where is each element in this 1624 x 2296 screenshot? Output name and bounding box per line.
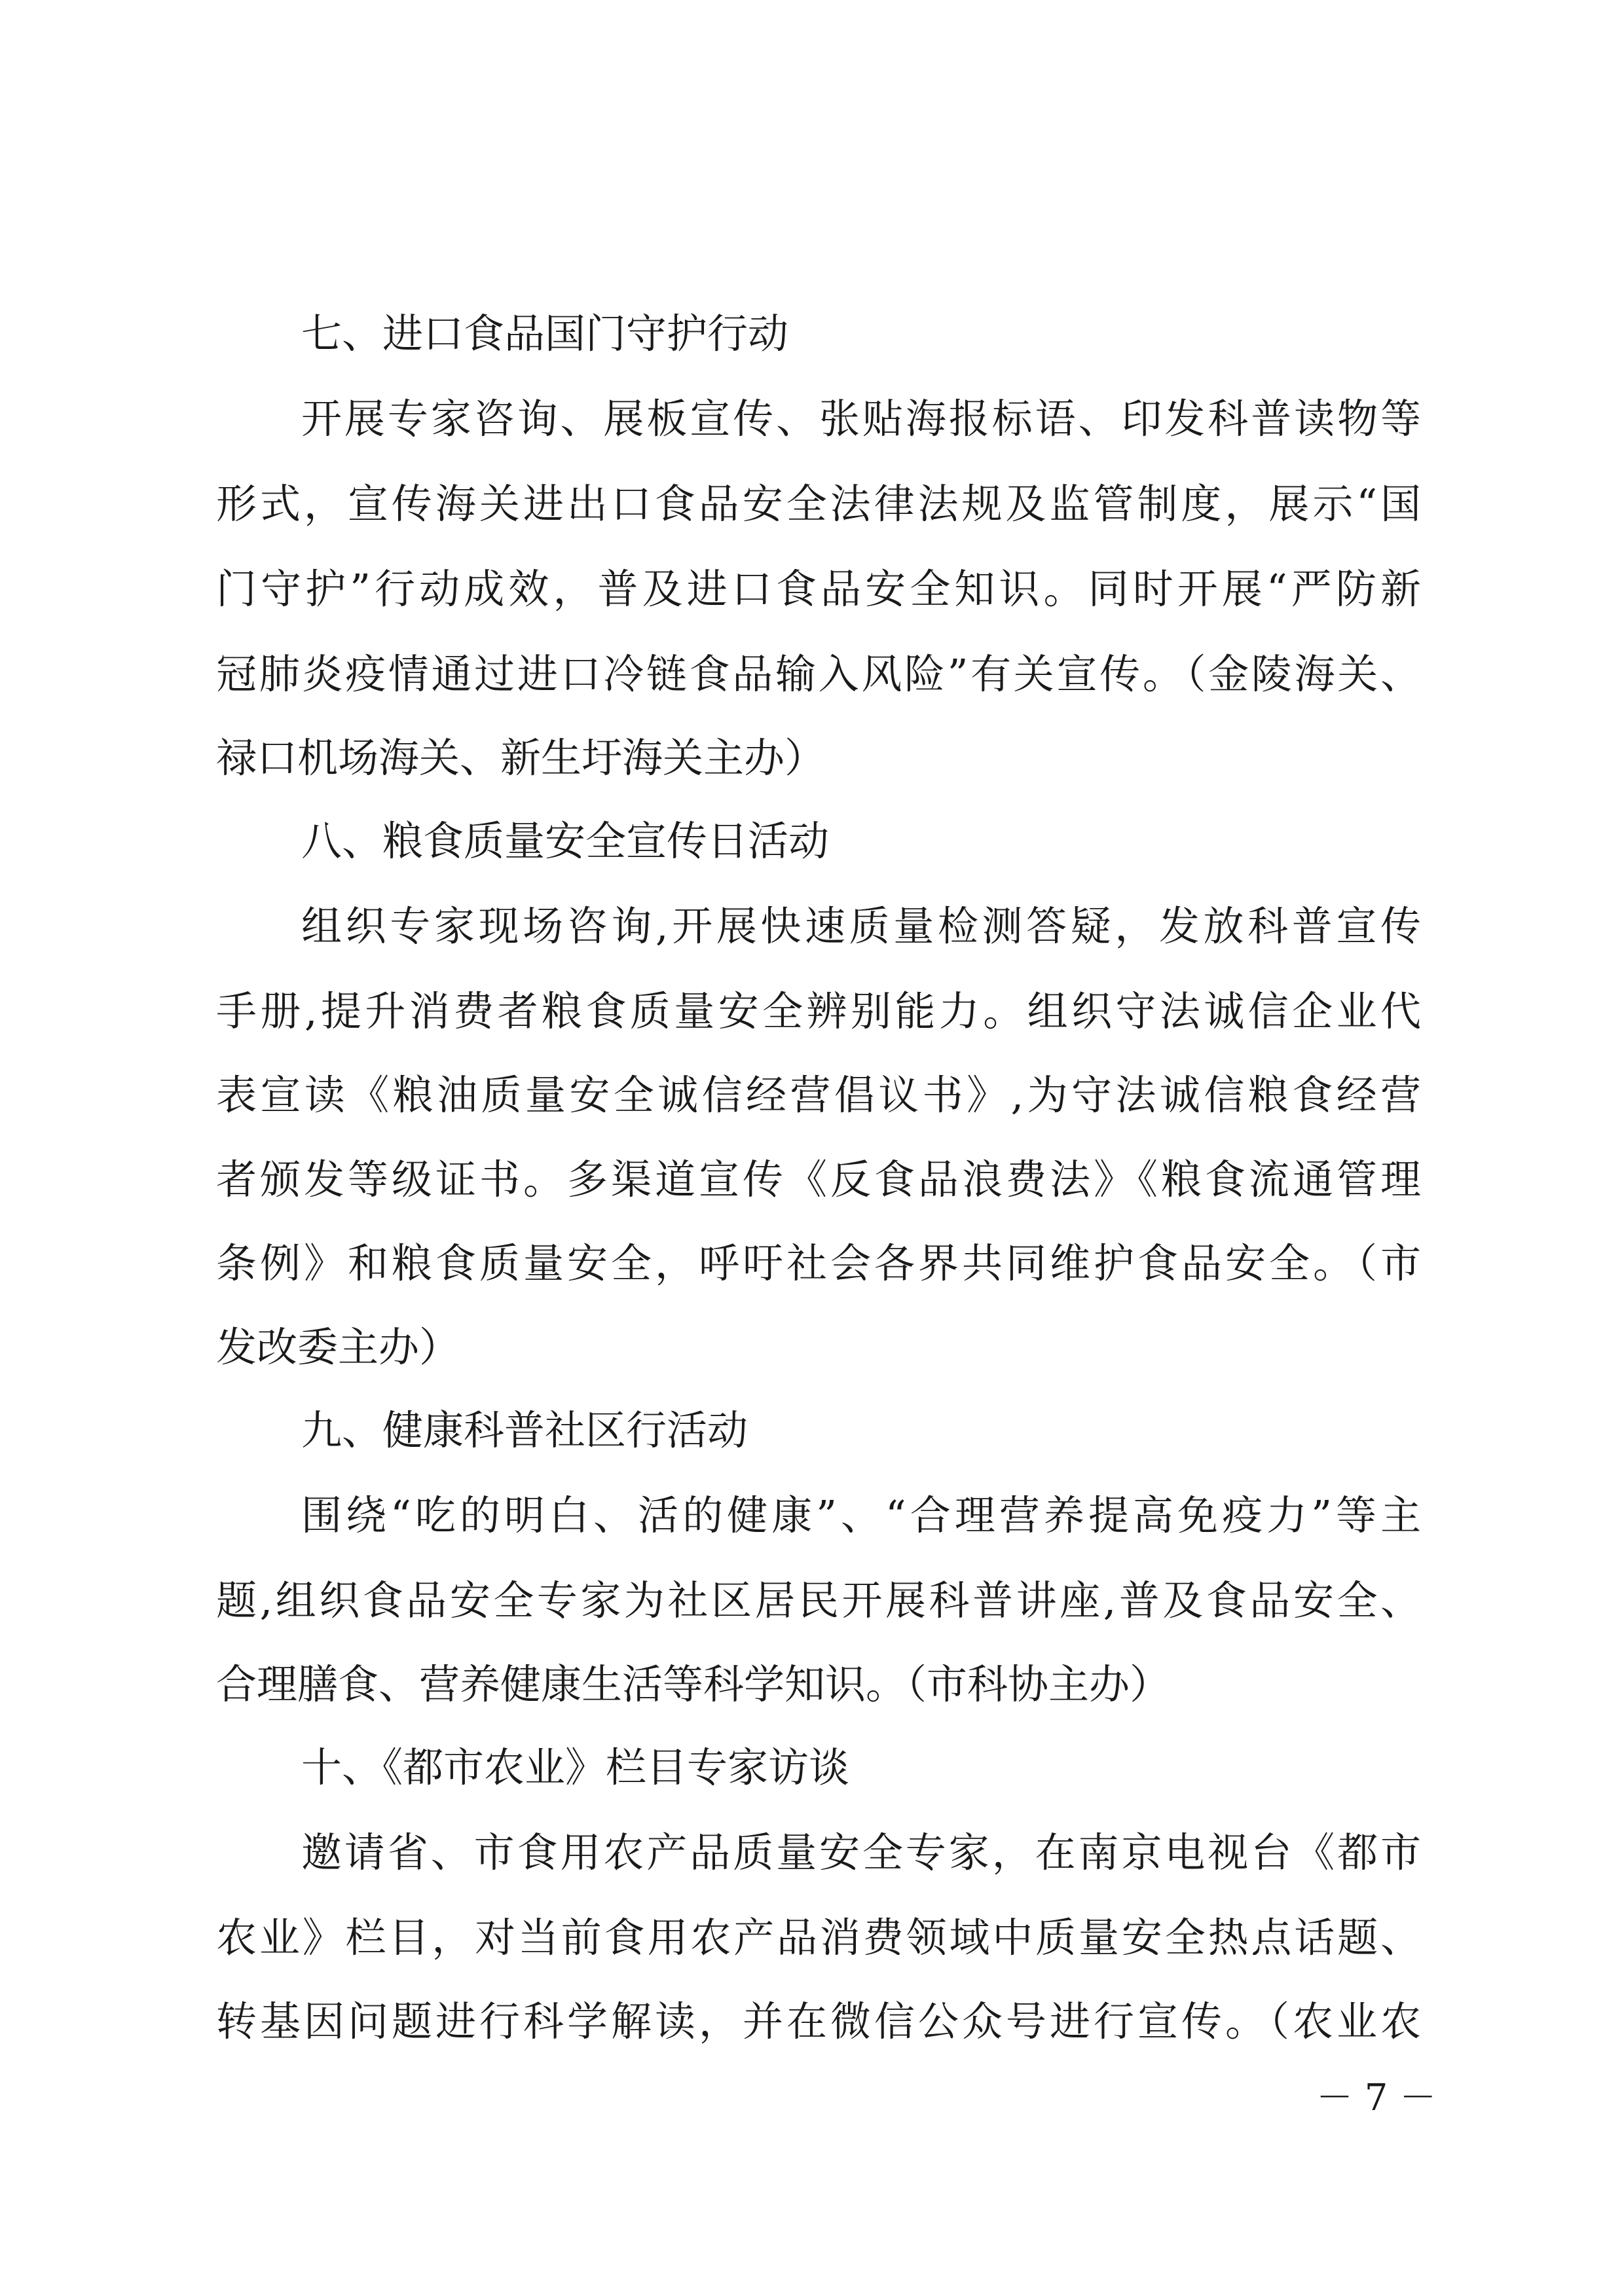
paragraph-line: 转基因问题进行科学解读，并在微信公众号进行宣传。（农业农 <box>216 1997 1421 2045</box>
section-heading: 九、健康科普社区行活动 <box>301 1406 748 1454</box>
page-number: － 7 － <box>1316 2077 1437 2119</box>
paragraph-line: 题,组织食品安全专家为社区居民开展科普讲座,普及食品安全、 <box>216 1576 1421 1624</box>
section-heading: 七、进口食品国门守护行动 <box>301 310 789 357</box>
paragraph-line: 农业》栏目，对当前食用农产品消费领域中质量安全热点话题、 <box>216 1914 1421 1961</box>
section-heading: 八、粮食质量安全宣传日活动 <box>301 817 830 865</box>
paragraph-line: 形式，宣传海关进出口食品安全法律法规及监管制度，展示“国 <box>216 480 1421 528</box>
paragraph-line: 门守护”行动成效，普及进口食品安全知识。同时开展“严防新 <box>216 565 1421 613</box>
paragraph-line: 组织专家现场咨询,开展快速质量检测答疑，发放科普宣传 <box>301 902 1421 950</box>
paragraph-line: 围绕“吃的明白、活的健康”、“合理营养提高免疫力”等主 <box>301 1491 1421 1539</box>
section-heading: 十、《都市农业》栏目专家访谈 <box>301 1743 850 1791</box>
paragraph-line: 禄口机场海关、新生圩海关主办） <box>216 734 826 782</box>
paragraph-line: 手册,提升消费者粮食质量安全辨别能力。组织守法诚信企业代 <box>216 987 1421 1035</box>
paragraph-line: 发改委主办） <box>216 1323 460 1371</box>
paragraph-line: 邀请省、市食用农产品质量安全专家，在南京电视台《都市 <box>301 1829 1421 1876</box>
paragraph-line: 者颁发等级证书。多渠道宣传《反食品浪费法》《粮食流通管理 <box>216 1156 1421 1203</box>
paragraph-line: 开展专家咨询、展板宣传、张贴海报标语、印发科普读物等 <box>301 395 1421 443</box>
paragraph-line: 条例》和粮食质量安全，呼吁社会各界共同维护食品安全。（市 <box>216 1239 1421 1287</box>
paragraph-line: 冠肺炎疫情通过进口冷链食品输入风险”有关宣传。（金陵海关、 <box>216 650 1421 698</box>
paragraph-line: 合理膳食、营养健康生活等科学知识。（市科协主办） <box>216 1660 1171 1708</box>
paragraph-line: 表宣读《粮油质量安全诚信经营倡议书》,为守法诚信粮食经营 <box>216 1071 1421 1119</box>
